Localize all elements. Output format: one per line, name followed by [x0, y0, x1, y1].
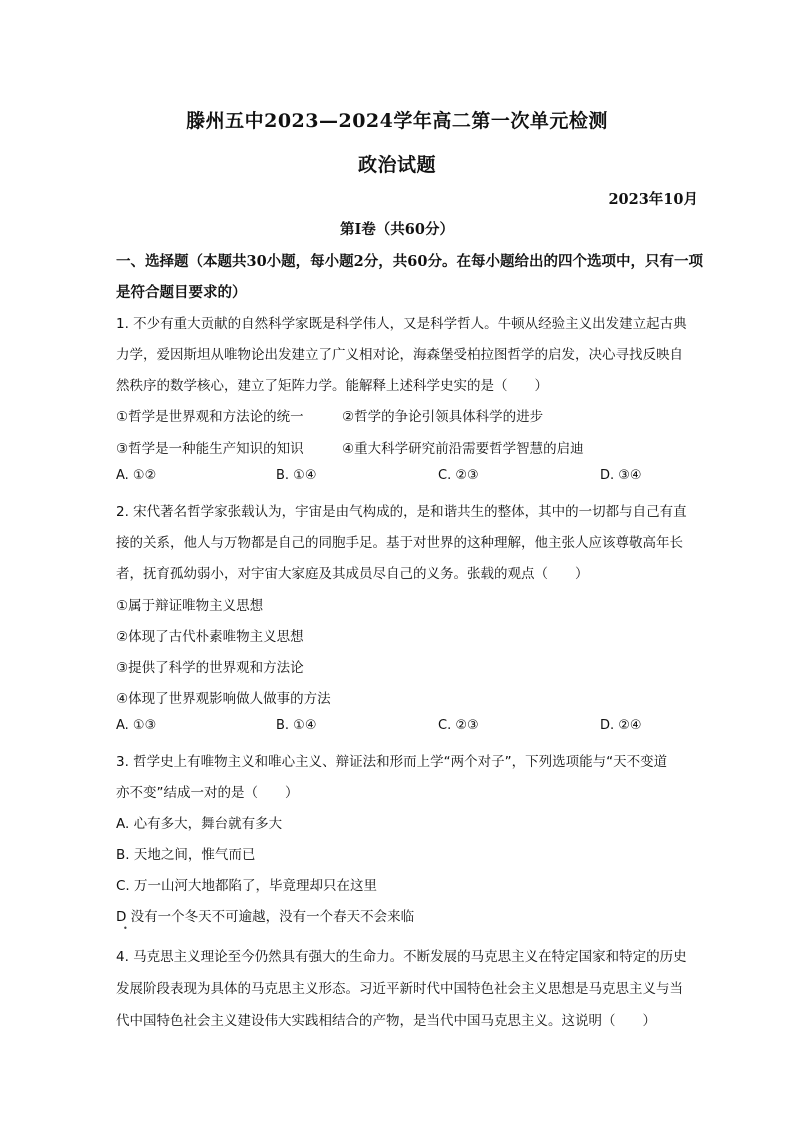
question-2-option-c[interactable]: C. ②③ [438, 718, 479, 733]
question-4-text-line: 发展阶段表现为具体的马克思主义形态。习近平新时代中国特色社会主义思想是马克思主义与当 [116, 981, 683, 997]
question-1-option-c[interactable]: C. ②③ [438, 468, 479, 483]
subject-title: 政治试题 [357, 154, 436, 176]
question-1-option-b[interactable]: B. ①④ [276, 468, 317, 483]
question-1-statement: ③哲学是一种能生产知识的知识 [116, 441, 304, 457]
question-3-option-a[interactable]: A. 心有多大，舞台就有多大 [116, 816, 283, 832]
question-2-option-b[interactable]: B. ①④ [276, 718, 317, 733]
question-3-text-line: 亦不变”结成一对的是（ ） [116, 785, 299, 801]
question-2-text-line: 接的关系，他人与万物都是自己的同胞手足。基于对世界的这种理解，他主张人应该尊敬高年长 [116, 535, 683, 551]
question-1-statement: ②哲学的争论引领具体科学的进步 [342, 409, 544, 425]
question-1-text-line: 1. 不少有重大贡献的自然科学家既是科学伟人，又是科学哲人。牛顿从经验主义出发建立起古典 [116, 316, 687, 332]
question-1-option-a[interactable]: A. ①② [116, 468, 157, 483]
question-2-option-a[interactable]: A. ①③ [116, 718, 157, 733]
question-3-option-b[interactable]: B. 天地之间，惟气而已 [116, 847, 256, 863]
question-2-statement: ③提供了科学的世界观和方法论 [116, 660, 304, 676]
question-1-option-d[interactable]: D. ③④ [600, 468, 642, 483]
exam-title: 滕州五中2023—2024学年高二第一次单元检测 [186, 110, 608, 132]
question-2-text-line: 2. 宋代著名哲学家张载认为，宇宙是由气构成的，是和谐共生的整体，其中的一切都与自己有直 [116, 504, 687, 520]
question-1-statement: ④重大科学研究前沿需要哲学智慧的启迪 [342, 441, 584, 457]
exam-date: 2023年10月 [608, 191, 698, 208]
question-3-option-d[interactable]: D 没有一个冬天不可逾越，没有一个春天不会来临 [116, 909, 415, 925]
question-1-text-line: 然秩序的数学核心，建立了矩阵力学。能解释上述科学史实的是（ ） [116, 378, 548, 394]
stray-dot-mark: • [123, 924, 128, 933]
question-4-text-line: 4. 马克思主义理论至今仍然具有强大的生命力。不断发展的马克思主义在特定国家和特定的历史 [116, 949, 687, 965]
question-2-option-d[interactable]: D. ②④ [600, 718, 642, 733]
section-heading: 一、选择题（本题共30小题，每小题2分，共60分。在每小题给出的四个选项中，只有一项是符合题目要求的） [116, 253, 703, 301]
question-3-option-c[interactable]: C. 万一山河大地都陷了，毕竟理却只在这里 [116, 878, 378, 894]
question-4-text-line: 代中国特色社会主义建设伟大实践相结合的产物，是当代中国马克思主义。这说明（ ） [116, 1013, 656, 1029]
question-2-statement: ①属于辩证唯物主义思想 [116, 598, 264, 614]
question-1-text-line: 力学，爱因斯坦从唯物论出发建立了广义相对论，海森堡受柏拉图哲学的启发，决心寻找反映自 [116, 347, 683, 363]
question-3-text-line: 3. 哲学史上有唯物主义和唯心主义、辩证法和形而上学“两个对子”，下列选项能与“天不变道 [116, 754, 668, 770]
question-2-text-line: 者，抚育孤幼弱小，对宇宙大家庭及其成员尽自己的义务。张载的观点（ ） [116, 566, 589, 582]
question-2-statement: ④体现了世界观影响做人做事的方法 [116, 691, 331, 707]
volume-heading: 第Ⅰ卷（共60分） [340, 221, 454, 238]
question-1-statement: ①哲学是世界观和方法论的统一 [116, 409, 304, 425]
question-2-statement: ②体现了古代朴素唯物主义思想 [116, 629, 304, 645]
